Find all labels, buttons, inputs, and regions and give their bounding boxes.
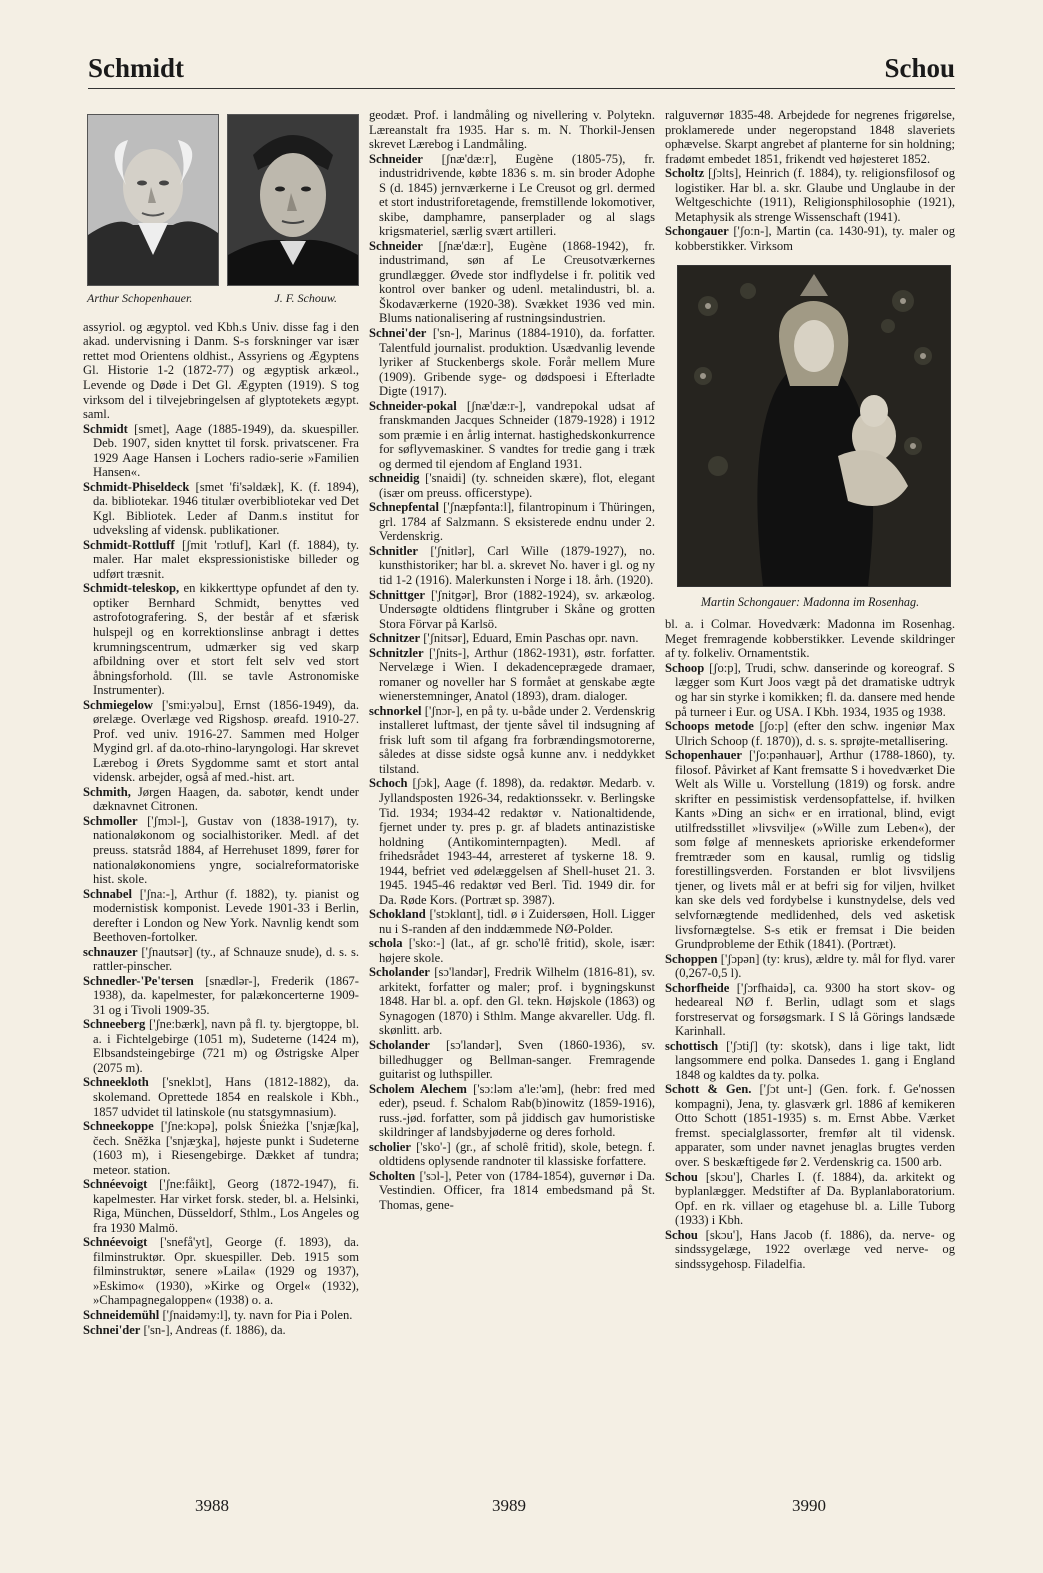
entry: Schneider-pokal [ʃnæ'dæ:r-], vandrepokal udsat af franskmanden Jacques Schneider (1879-1928) i 1912 som præmie i en årlig internat. hastighedskonkurrence for søflyvemaskiner. S vandtes for tredie gang i træk og dermed til ejendom af England 1931.	[369, 398, 655, 471]
page-number-left: 3988	[195, 1496, 229, 1515]
entry: Schnitzler ['ʃnits-], Arthur (1862-1931), østr. forfatter. Nervelæge i Wien. I dekadenceprægede dramaer, romaner og noveller har S formået at genskabe ægte wienerstemninger, Anatol (1893), dram. dialoger.	[369, 645, 655, 704]
madonna-caption: Martin Schongauer: Madonna im Rosenhag.	[700, 595, 920, 610]
madonna-painting	[677, 265, 951, 587]
schopenhauer-portrait	[87, 114, 219, 286]
entry: schottisch ['ʃɔtiʃ] (ty: skotsk), dans i lige takt, lidt langsommere end polka. Dansedes 1. gang i England 1848 og kaldtes da ty. polka.	[665, 1038, 955, 1082]
entry: schnorkel ['ʃnɔr-], en på ty. u-både under 2. Verdenskrig installeret luftmast, der tjente såvel til indsugning af frisk luft som til afgang fra forbrændingsmotorerne, således at disse sidste også kunne anv. i neddykket tilstand.	[369, 703, 655, 776]
entry: Scholander [sɔ'landər], Sven (1860-1936), sv. billedhugger og Bellman-sanger. Fremragende guitarist og luthspiller.	[369, 1038, 655, 1082]
entry: ralguvernør 1835-48. Arbejdede for negrenes frigørelse, proklamerede under negeropstand 1848 slaveriets ophævelse. Skarpt angrebet af planterne for sin holdning; fradømt embedet 1851, frikendt ved højesteret 1852.	[665, 108, 955, 166]
entry: Schokland ['stɔklɑnt], tidl. ø i Zuidersøen, Holl. Ligger nu i S-randen af den inddæmmede NØ-Polder.	[369, 907, 655, 936]
portrait-row	[87, 114, 359, 286]
entry: Schnitler ['ʃnitlər], Carl Wille (1879-1927), no. kunsthistoriker; har bl. a. skrevet No. haver i gl. og ny tid 1-2 (1916). Malerkunsten i Norge i 18. årh. (1920).	[369, 543, 655, 587]
entry: Schmidt-teleskop, en kikkerttype opfundet af den ty. optiker Bernhard Schmidt, benyttes ved astrofotografering. S, der består af et sfærisk hulspejl og en korrektionslinse anbragt i dettes krumningscentrum, udmærker sig ved skarp afbildning over et stort felt selv ved stort åbningsforhold. (Ill. se tavle Astronomiske Instrumenter).	[83, 581, 359, 698]
entry: Schneider [ʃnæ'dæ:r], Eugène (1805-75), fr. industridrivende, købte 1836 s. m. sin broder Adophe S (d. 1845) jernværkerne i Le Creusot og grl. dermed et stort industriforetagende, fremstillende lokomotiver, skibe, damphamre, panserplader og al slags krigsmateriel, særlig svært artilleri.	[369, 151, 655, 239]
header-right-guideword: Schou	[884, 53, 955, 83]
schouw-portrait	[227, 114, 359, 286]
entry: Schnéevoigt ['snefå'yt], George (f. 1893), da. filminstruktør. Opr. skuespiller. Deb. 1915 som filminstruktør, senere »Laila« (1929 og 1937), »Eskimo« (1930), »Kirke og Orgel« (1932), »Champagnegaloppen« (1938) o. a.	[83, 1235, 359, 1308]
entry: Schoch [ʃɔk], Aage (f. 1898), da. redaktør. Medarb. v. Jyllandsposten 1926-34, redaktionssekr. v. Berlingske Tid. 1934; 1934-42 redaktør v. Nationaltidende, fjernet under ty. pres p. gr. af bladets antinazistiske holdning (Antikominternpagten). Medl. af frihedsrådet 1943-44, arresteret af tyskerne 18. 9. 1944, befriet ved ødelæggelsen af Shell-huset 21. 3. 1945. 1945-46 redaktør ved Berl. Tid. 1949 dir. for Da. Røde Kors. (Portræt sp. 3987).	[369, 776, 655, 907]
entry: Schnei'der ['sn-], Marinus (1884-1910), da. forfatter. Talentfuld journalist. produktion. Usædvanlig levende lyriker af Stuckenbergs skole. Forår mellem Mure (1909). Gribende syge- og dødspoesi i Efterladte Digte (1917).	[369, 325, 655, 399]
entry: Schmith, Jørgen Haagen, da. sabotør, kendt under dæknavnet Citronen.	[83, 784, 359, 814]
schouw-caption: J. F. Schouw.	[274, 291, 337, 305]
portrait-captions	[87, 292, 337, 306]
column-2	[369, 108, 655, 1513]
entry: geodæt. Prof. i landmåling og nivellering v. Polytekn. Læreanstalt fra 1935. Har s. m. N. Thorkil-Jensen skrevet Lærebog i Landmåling.	[369, 108, 655, 152]
entry: Schneidemühl ['ʃnaidəmy:l], ty. navn for Pia i Polen.	[83, 1307, 353, 1322]
entry: Scholem Alechem ['sɔ:ləm a'le:'əm], (hebr: fred med eder), pseud. f. Schalom Rab(b)inowitz (1859-1916), russ.-jød. forfatter, som på jiddisch gav humoristiske skildringer af landsbyjøderne og deres forhold.	[369, 1081, 655, 1140]
entry: Schoop [ʃo:p], Trudi, schw. danserinde og koreograf. S lægger som Kurt Joos vægt på det dramatiske udtryk og har sin styrke i komikken; fl. da. dansere med hende på turneer i Eur. og USA. I Kbh. 1934, 1935 og 1938.	[665, 660, 955, 719]
header-left-guideword: Schmidt	[88, 53, 185, 83]
entry: schneidig ['snaidi] (ty. schneiden skære), flot, elegant (især om preuss. officerstype).	[369, 471, 655, 500]
entry: bl. a. i Colmar. Hovedværk: Madonna im Rosenhag. Meget fremragende kobberstikker. Levende skildringer af ty. folkeliv. Ornamentstik.	[665, 617, 955, 661]
column-1	[83, 108, 359, 1513]
entry: Schnei'der ['sn-], Andreas (f. 1886), da.	[83, 1322, 286, 1337]
entry: Schou [skɔu'], Hans Jacob (f. 1886), da. nerve- og sindssygelæge, 1922 overlæge ved nerve- og sindssygehosp. Filadelfia.	[665, 1227, 955, 1271]
column-3	[665, 108, 955, 1513]
page-number-center: 3989	[492, 1496, 526, 1515]
entry: schola ['sko:-] (lat., af gr. scho'lê fritid), skole, især: højere skole.	[369, 936, 655, 965]
entry: assyriol. og ægyptol. ved Kbh.s Univ. disse fag i den akad. undervisning i Danm. S-s forskninger var især rettet mod Orientens oldhist., Assyriens og Ægyptens Gl. Historie 1-2 (1872-77) og ægyptisk arkæol., Levende og Døde i Det Gl. Ægypten (1919). S tog virksom del i tilvejebringelsen af glyptotekets ægypt. saml.	[83, 319, 359, 422]
entry: Schneekloth ['sneklɔt], Hans (1812-1882), da. skolemand. Oprettede 1854 en realskole i Kbh., 1857 udvidet til latinskole (nu statsgymnasium).	[83, 1075, 359, 1119]
entry: Schneeberg ['ʃne:bærk], navn på fl. ty. bjergtoppe, bl. a. i Fichtelgebirge (1051 m), Sudeterne (1424 m), Elbsandsteingebirge (721 m) og Østrigske Alper (2075 m).	[83, 1017, 359, 1075]
entries-col1	[83, 320, 359, 1337]
entry: Schmiegelow ['smi:yəlɔu], Ernst (1856-1949), da. ørelæge. Overlæge ved Rigshosp. øreafd. 1910-27. Prof. ved univ. 1916-27. Sammen med Holger Mygind grl. af da.oto-rhino-laryngologi. Har skrevet Lærebog i Ørets Sygdomme samt et stort antal vidensk. arbejder, også af med.-hist. art.	[83, 697, 359, 785]
entry: Schnabel ['ʃna:-], Arthur (f. 1882), ty. pianist og modernistisk komponist. Levede 1901-33 i Berlin, derefter i London og New York. Navnlig kendt som Beethoven-fortolker.	[83, 886, 359, 945]
entry: Schneider [ʃnæ'dæ:r], Eugène (1868-1942), fr. industrimand, søn af Le Creusotværkernes grundlægger. Øvede stor indflydelse i fr. politik ved kontrol over banker og udenl. metalindustri, bl. a. Škodaværkerne (1920-38). Svækket 1936 ved min. Blums nationalisering af rustningsindustrien.	[369, 238, 655, 326]
entry: Scholtz [ʃɔlts], Heinrich (f. 1884), ty. religionsfilosof og logistiker. Har bl. a. skr. Glaube und Unglaube in der Weltgeschichte (1911), Religionsphilosophie (1921), Metaphysik als strenge Wissenschaft (1941).	[665, 166, 955, 224]
entry: Schnittger ['ʃnitgər], Bror (1882-1924), sv. arkæolog. Undersøgte oldtidens flintgruber i Skåne og grotten Stora Förvar på Karlsö.	[369, 587, 655, 631]
schopenhauer-caption: Arthur Schopenhauer.	[87, 291, 193, 305]
entry: scholier ['sko'-] (gr., af scholê fritid), skole, betegn. f. oldtidens oplysende randnoter til klassiske forfattere.	[369, 1139, 655, 1169]
entry: Schmidt-Rottluff [ʃmit 'rɔtluf], Karl (f. 1884), ty. maler. Har malet ekspressionistiske billeder og udført træsnit.	[83, 537, 359, 581]
entry: Schorfheide ['ʃɔrfhaidə], ca. 9300 ha stort skov- og hedeareal NØ f. Berlin, udlagt som et slags forstreservat og forsøgsmark. I S lå Görings landsæde Karinhall.	[665, 980, 955, 1039]
entry: Scholander [sɔ'landər], Fredrik Wilhelm (1816-81), sv. arkitekt, forfatter og maler; prof. i bygningskunst 1848. Har bl. a. opf. den Gl. tekn. Højskole (1863) og Synagogen (1870) i Sthlm. Mange akvareller. Udg. fl. skønlitt. arb.	[369, 965, 655, 1038]
page-header	[88, 50, 955, 89]
entry: Scholten ['sɔl-], Peter von (1784-1854), guvernør i Da. Vestindien. Officer, fra 1814 embedsmand på St. Thomas, gene-	[369, 1168, 655, 1212]
entry: Schoppen ['ʃɔpən] (ty: krus), ældre ty. mål for flyd. varer (0,267-0,5 l).	[665, 951, 955, 981]
entry: Schnepfental ['ʃnæpfənta:l], filantropinum i Thüringen, grl. 1784 af Salzmann. S eksisterede endnu under 2. Verdenskrig.	[369, 500, 655, 544]
entry: Schnitzer ['ʃnitsər], Eduard, Emin Paschas opr. navn.	[369, 631, 639, 646]
entry: Schopenhauer ['ʃo:pənhauər], Arthur (1788-1860), ty. filosof. Påvirket af Kant fremsatte S i hovedværket Die Welt als Wille u. Vorstellung (1819) og forsk. andre skrifter en pessimistisk verdensopfattelse, if. hvilken Kants »Ding an sich« er en irrational, blind, evigt utilfredsstillet »livsvilje« (»Wille zum Leben«), der som følge af menneskets aprioriske erkendeformer fremtræder som en kausal, rumlig og tidslig forestillingsverden. Forstanden er blot livsviljens tjener, og livets mål er at befri sig for viljen, hvilket kan ske dels ved fordybelse i kunstnydelse, dels ved selvfornægtende medlidenhed, dels ved asketisk livsfornægtelse. S-s etik er fremsat i Die beiden Grundprobleme der Ethik (1841). (Portræt).	[665, 748, 955, 952]
entry: Schneekoppe ['ʃne:kɔpə], polsk Śnieżka ['snjæʃka], čech. Sněžka ['snjæʒka], højeste punkt i Sudeterne (1603 m), i Riesengebirge. Dækket af tundra; meteor. station.	[83, 1119, 359, 1177]
page-number-right: 3990	[792, 1496, 826, 1515]
entry: Schmoller ['ʃmɔl-], Gustav von (1838-1917), ty. nationaløkonom og socialhistoriker. Medl. af det preuss. statsråd 1884, af Herrehuset 1899, fører for nationaløkonomiens yngre, socialreformatoriske hist. skole.	[83, 813, 359, 887]
entry: Schott & Gen. ['ʃɔt unt-] (Gen. fork. f. Ge'nossen kompagni), Jena, ty. glasværk grl. 1886 af kemikeren Otto Schott (1851-1935) s. m. Ernst Abbe. Værket fremst. specialglassorter, fremfør alt til vidensk. apparater, som under navnet jenaglas brugtes verden over. S beskæftigede før 2. Verdenskrig ca. 1500 arb.	[665, 1082, 955, 1169]
entry: Schmidt [smet], Aage (1885-1949), da. skuespiller. Deb. 1907, siden knyttet til forsk. privatscener. Fra 1929 Aage Hansen i Lochers radio-serie »Familien Hansen«.	[83, 421, 359, 480]
entry: Schoops metode [ʃo:p] (efter den schw. ingeniør Max Ulrich Schoop (f. 1870)), d. s. s. sprøjte-metallisering.	[665, 719, 955, 748]
entry: Schmidt-Phiseldeck [smet 'fi'səldæk], K. (f. 1894), da. bibliotekar. 1946 titulær overbibliotekar ved Det Kgl. Bibliotek. Leder af Danm.s institut for udveksling af vidensk. publikationer.	[83, 479, 359, 538]
entry: Schnéevoigt ['ʃne:fåikt], Georg (1872-1947), fi. kapelmester. Har virket forsk. steder, bl. a. Helsinki, Riga, München, Düsseldorf, Sthlm., Los Angeles og fra 1930 Malmö.	[83, 1177, 359, 1235]
entry: Schnedler-'Pe'tersen [snædlər-], Frederik (1867-1938), da. kapelmester, for palækoncerterne 1909-31 og i Tivoli 1909-35.	[83, 973, 359, 1017]
entry: schnauzer ['ʃnautsər] (ty., af Schnauze snude), d. s. s. rattler-pinscher.	[83, 944, 359, 974]
entry: Schongauer ['ʃo:n-], Martin (ca. 1430-91), ty. maler og kobberstikker. Virksom	[665, 224, 955, 253]
entry: Schou [skɔu'], Charles I. (f. 1884), da. arkitekt og byplanlægger. Medstifter af Da. Byplanlaboratorium. Opf. en rk. villaer og etagehuse bl. a. Lille Tuborg (1933) i Kbh.	[665, 1169, 955, 1228]
